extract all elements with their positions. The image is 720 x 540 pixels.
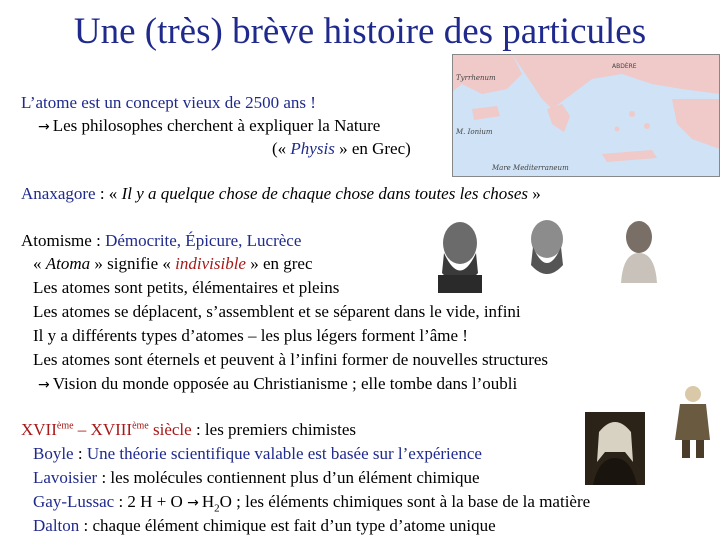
arrow-icon: → — [38, 119, 50, 135]
physis-line: (« Physis » en Grec) — [272, 139, 411, 158]
map-label-abdere: ABDÈRE — [612, 63, 637, 70]
atoms-small-line: Les atomes sont petits, élémentaires et pleins — [33, 278, 340, 297]
map-label-ionium: M. Ionium — [456, 128, 493, 136]
atom-concept-line: L’atome est un concept vieux de 2500 ans ! — [21, 93, 316, 112]
gay-lussac-line: Gay-Lussac : 2 $H + O \to H_2O$ ; les éléments chimiques sont à la base de la matière — [33, 492, 591, 515]
atom-types-line: Il y a différents types d’atomes – les plus légers forment l’âme ! — [33, 326, 468, 345]
boyle-line: Boyle : Une théorie scientifique valable est basée sur l’expérience — [33, 444, 482, 463]
map-label-mediterraneum: Mare Mediterraneum — [492, 164, 569, 172]
lavoisier-line: Lavoisier : les molécules contiennent plus d’un élément chimique — [33, 468, 480, 487]
philosophers-line: → Les philosophes cherchent à expliquer la Nature — [38, 116, 381, 135]
lavoisier-portrait — [670, 380, 715, 460]
atoma-line: « Atoma » signifie « indivisible » en grec — [33, 254, 313, 273]
page-title: Une (très) brève histoire des particules — [73, 11, 647, 52]
atoms-move-line: Les atomes se déplacent, s’assemblent et se séparent dans le vide, infini — [33, 302, 521, 321]
arrow-icon: → — [38, 377, 50, 393]
democrite-bust — [428, 213, 488, 293]
map-label-tyrrhenum: Tyrrhenum — [456, 74, 496, 82]
epicure-bust — [517, 213, 577, 283]
arrow-icon: → — [187, 495, 199, 511]
ancient-greece-map — [452, 54, 720, 177]
lucrece-bust — [611, 213, 666, 283]
atomisme-heading: Atomisme : Démocrite, Épicure, Lucrèce — [21, 231, 302, 250]
boyle-portrait — [585, 412, 645, 485]
atoms-eternal-line: Les atomes sont éternels et peuvent à l’infini former de nouvelles structures — [33, 350, 549, 369]
chemists-heading: XVIIème – XVIIIème siècle : les premiers chimistes — [21, 420, 357, 439]
christianism-line: → Vision du monde opposée au Christianisme ; elle tombe dans l’oubli — [38, 374, 518, 393]
dalton-line: Dalton : chaque élément chimique est fait d’un type d’atome unique — [33, 516, 496, 535]
anaxagore-line: Anaxagore : « Il y a quelque chose de chaque chose dans toutes les choses » — [21, 184, 541, 203]
